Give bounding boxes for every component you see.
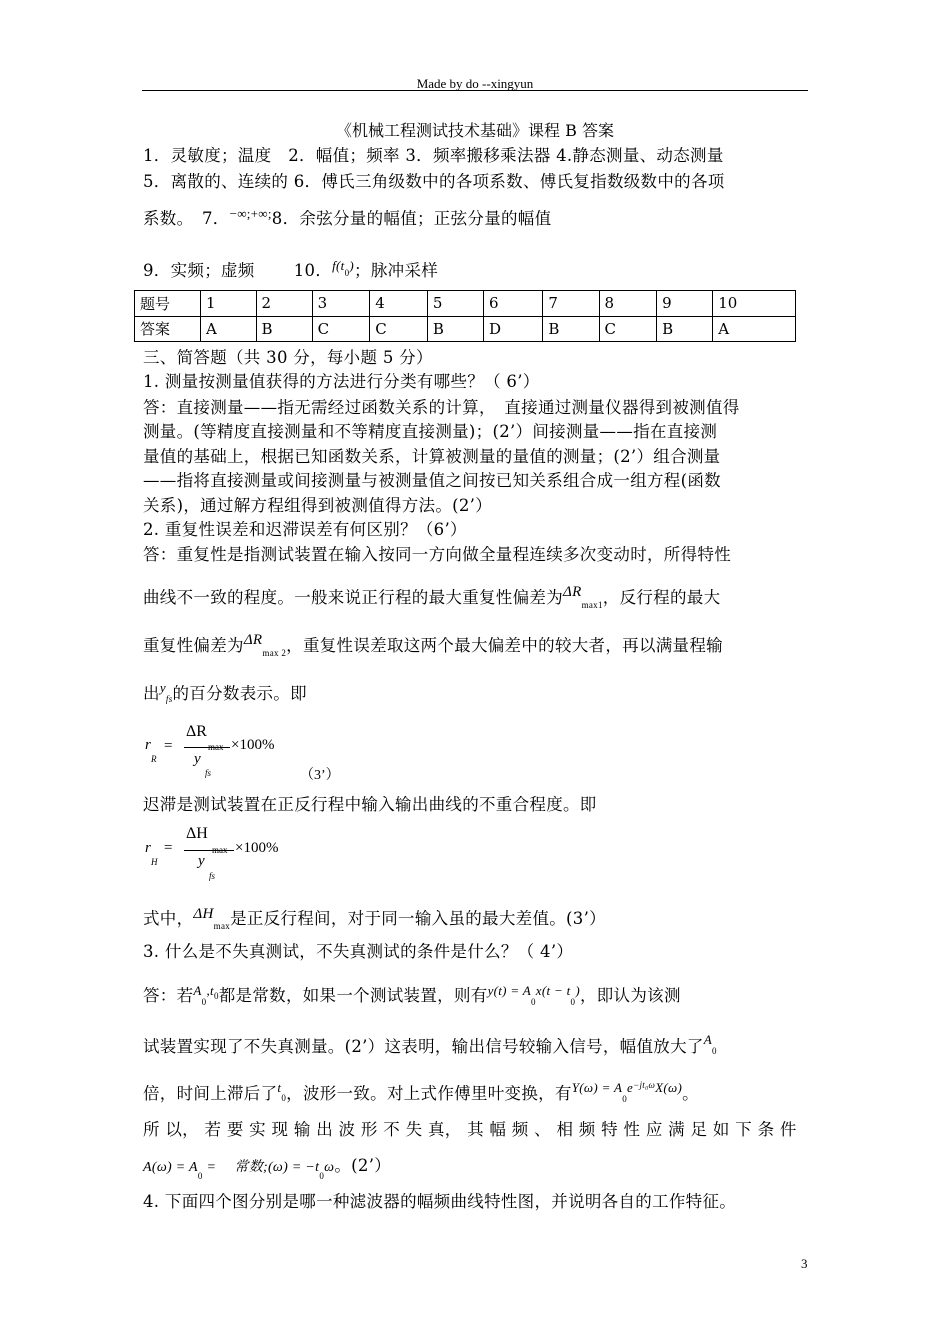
- answer-line-4: [143, 257, 438, 281]
- table-cell: 8: [599, 291, 657, 317]
- formula2-equals: =: [164, 840, 173, 856]
- table-cell: 7: [543, 291, 599, 317]
- distortionless-equation: [487, 983, 580, 1007]
- formula1-score: （3’）: [300, 768, 340, 783]
- f-t0-math: [332, 258, 355, 278]
- formula1-lhs: r: [145, 737, 151, 753]
- answer-3-line-3-text-b: ，波形一致。对上式作傅里叶变换，有: [286, 1084, 572, 1103]
- t0-3-sub: 0: [281, 1093, 287, 1103]
- cond-amp: A(ω) = A: [143, 1160, 198, 1175]
- answer-1-line-1: 答：直接测量——指无需经过函数关系的计算， 直接通过测量仪器得到被测值得: [143, 398, 740, 417]
- eq-a0-sub: 0: [530, 997, 536, 1007]
- question-2: 2. 重复性误差和迟滞误差有何区别？（6’）: [143, 520, 467, 539]
- answer-2-line-3-text-a: 重复性偏差为: [143, 636, 244, 655]
- answer-3-line-4: 所 以， 若 要 实 现 输 出 波 形 不 失 真， 其 幅 频 、 相 频 特 性 应 满 足 如 下 条 件: [143, 1120, 797, 1139]
- fourier-exponent: −jt₀ω: [633, 1080, 656, 1090]
- delta-r-sub: max1: [581, 600, 603, 610]
- delta-r-max2: [243, 632, 287, 658]
- table-cell: B: [543, 316, 599, 342]
- table-cell: A: [713, 316, 796, 342]
- answer-3-line-2-text: 试装置实现了不失真测量。(2’）这表明，输出信号较输入信号，幅值放大了: [143, 1037, 704, 1056]
- answer-2-line-3: [143, 632, 723, 656]
- document-title: 《机械工程测试技术基础》课程 B 答案: [336, 121, 614, 140]
- infinity-math: −∞;+∞;: [229, 206, 272, 221]
- a0-sub: 0: [201, 997, 207, 1007]
- table-cell: 6: [483, 291, 542, 317]
- f-t0-sub: 0: [344, 268, 350, 278]
- fourier-a0-sub: 0: [622, 1094, 628, 1104]
- table-cell: C: [599, 316, 657, 342]
- page-header: Made by do --xingyun: [416, 76, 534, 91]
- delta-r2-sub: max 2: [262, 648, 287, 658]
- answer-3-line-1-text-b: 都是常数，如果一个测试装置，则有: [218, 986, 488, 1005]
- table-cell: C: [312, 316, 370, 342]
- formula2-denominator: y: [198, 853, 205, 869]
- y-fs-sub: fs: [165, 694, 173, 704]
- formula2-numerator-sub: max: [212, 845, 228, 855]
- answer-3-line-1-text-a: 答：若: [143, 986, 194, 1005]
- answer-3-line-1-text-c: ，即认为该测: [579, 986, 681, 1005]
- answer-line-4-text-a: 9．实频；虚频 10．: [143, 261, 333, 280]
- table-cell: 4: [370, 291, 428, 317]
- answer-2-line-4-text-b: 的百分数表示。即: [172, 684, 307, 703]
- table-cell: 答案: [135, 316, 201, 342]
- answer-1-line-4: ——指将直接测量或间接测量与被测量值之间按已知关系组合成一组方程(函数: [143, 471, 721, 490]
- answer-line-4-text-b: ；脉冲采样: [354, 261, 439, 280]
- answer-1-line-5: 关系)，通过解方程组得到被测值得方法。(2’）: [143, 496, 493, 515]
- eq-t0-sub: 0: [570, 997, 576, 1007]
- formula1-rhs: ×100%: [231, 737, 275, 753]
- answer-2-line-2-text-a: 曲线不一致的程度。一般来说正行程的最大重复性偏差为: [143, 588, 563, 607]
- formula2-denominator-sub: fs: [209, 871, 216, 881]
- f-t0-close: ): [349, 258, 355, 273]
- table-cell: B: [657, 316, 713, 342]
- answer-2-line-4-text-a: 出: [143, 684, 160, 703]
- answer-2-line-5: 迟滞是测试装置在正反行程中输入输出曲线的不重合程度。即: [143, 795, 597, 814]
- cond-phase: = 常数;(ω) = −t: [206, 1160, 320, 1175]
- fourier-y: Y(ω) = A: [571, 1080, 623, 1095]
- condition-equations: [143, 1160, 335, 1181]
- t0-3-main: t: [277, 1080, 282, 1095]
- delta-r-max1: [563, 584, 603, 610]
- answer-3-line-1: [143, 982, 681, 1006]
- formula2-fraction-bar: [184, 850, 234, 851]
- delta-r2-main: ΔR: [243, 632, 263, 648]
- formula1-denominator: y: [194, 751, 201, 767]
- answer-line-2: 5．离散的、连续的 6．傅氏三角级数中的各项系数、傅氏复指数级数中的各项: [143, 172, 725, 191]
- header-rule: [142, 90, 808, 91]
- table-row-answers: [135, 316, 796, 342]
- fourier-e: e: [627, 1080, 634, 1095]
- answer-3-line-3: [143, 1080, 699, 1104]
- table-cell: 5: [427, 291, 483, 317]
- t0-sub: 0: [213, 991, 219, 1001]
- y-fs-math: [159, 680, 173, 704]
- answer-3-line-2: [143, 1033, 717, 1057]
- a0-t0-math: [193, 983, 219, 1007]
- formula1-numerator: ΔR: [186, 723, 207, 740]
- question-4: 4. 下面四个图分别是哪一种滤波器的幅频曲线特性图，并说明各自的工作特征。: [143, 1192, 737, 1211]
- table-cell: 9: [657, 291, 713, 317]
- cond-omega: ω: [324, 1160, 335, 1175]
- answer-3-line-5-text: 。(2’）: [334, 1156, 392, 1175]
- table-cell: 题号: [135, 291, 201, 317]
- t0-main: ,t: [206, 983, 214, 998]
- formula1-equals: =: [164, 738, 173, 754]
- answer-1-line-2: 测量。(等精度直接测量和不等精度直接测量)；(2’）间接测量——指在直接测: [143, 422, 718, 441]
- fourier-x: X(ω): [655, 1080, 683, 1095]
- delta-h-max: [193, 906, 231, 931]
- answer-1-line-3: 量值的基础上，根据已知函数关系，计算被测量的量值的测量；(2’）组合测量: [143, 447, 721, 466]
- answer-line-3-text-b: 8．余弦分量的幅值；正弦分量的幅值: [271, 209, 552, 228]
- answer-3-line-3-text-a: 倍，时间上滞后了: [143, 1084, 278, 1103]
- table-cell: 10: [713, 291, 796, 317]
- answer-2-line-3-text-b: ，重复性误差取这两个最大偏差中的较大者，再以满量程输: [286, 636, 723, 655]
- formula2-lhs-sub: H: [151, 857, 158, 867]
- question-3: 3. 什么是不失真测试，不失真测试的条件是什么？（ 4’）: [143, 942, 574, 961]
- answer-2-line-6-text-a: 式中，: [143, 909, 194, 928]
- t0-math-3: [277, 1080, 287, 1103]
- cond-t0-sub: 0: [319, 1171, 325, 1181]
- delta-h-main: ΔH: [193, 906, 214, 922]
- section3-heading: 三、简答题（共 30 分，每小题 5 分）: [143, 348, 433, 367]
- answer-2-line-2-text-b: ，反行程的最大: [602, 588, 721, 607]
- answer-line-3: [143, 205, 551, 229]
- answer-3-line-5: [143, 1152, 392, 1181]
- table-cell: 1: [201, 291, 257, 317]
- delta-h-sub: max: [213, 921, 231, 931]
- y-fs-main: y: [159, 680, 166, 695]
- formula1-denominator-sub: fs: [205, 768, 212, 778]
- question-1: 1. 测量按测量值获得的方法进行分类有哪些？（ 6’）: [143, 372, 540, 391]
- f-t0-main: f(t: [332, 258, 345, 273]
- table-cell: D: [483, 316, 542, 342]
- formula1-numerator-sub: max: [208, 742, 224, 752]
- answer-line-3-text-a: 系数。 7．: [143, 209, 230, 228]
- formula2-numerator: ΔH: [186, 825, 208, 842]
- table-cell: C: [370, 316, 428, 342]
- a0-2-sub: 0: [711, 1046, 717, 1056]
- choice-answer-table: [134, 290, 796, 342]
- answer-3-line-3-text-c: 。: [682, 1084, 699, 1103]
- table-cell: B: [427, 316, 483, 342]
- formula1-fraction-bar: [184, 747, 230, 748]
- answer-2-line-1: 答：重复性是指测试装置在输入按同一方向做全量程连续多次变动时，所得特性: [143, 545, 731, 564]
- delta-r-main: ΔR: [563, 584, 582, 600]
- table-cell: 3: [312, 291, 370, 317]
- page-number: 3: [801, 1256, 808, 1271]
- a0-2-main: A: [703, 1032, 712, 1047]
- formula2-lhs: r: [145, 840, 151, 856]
- answer-line-1: 1．灵敏度；温度 2．幅值；频率 3．频率搬移乘法器 4.静态测量、动态测量: [143, 146, 724, 165]
- answer-2-line-4: [143, 680, 307, 704]
- eq-close: ): [575, 983, 580, 998]
- table-cell: 2: [256, 291, 312, 317]
- table-cell: B: [256, 316, 312, 342]
- a0-main: A: [193, 983, 202, 998]
- formula2-rhs: ×100%: [235, 840, 279, 856]
- fourier-equation: [571, 1080, 683, 1104]
- cond-a0-sub: 0: [197, 1171, 203, 1181]
- table-row-question-numbers: [135, 291, 796, 317]
- formula1-lhs-sub: R: [151, 754, 157, 764]
- a0-math-2: [703, 1032, 717, 1056]
- answer-2-line-2: [143, 584, 720, 608]
- table-cell: A: [201, 316, 257, 342]
- eq-y: y(t) = A: [487, 983, 531, 998]
- eq-x: x(t − t: [535, 983, 571, 998]
- answer-2-line-6-text-b: 是正反行程间，对于同一输入虽的最大差值。(3’）: [230, 909, 606, 928]
- answer-2-line-6: [143, 905, 606, 929]
